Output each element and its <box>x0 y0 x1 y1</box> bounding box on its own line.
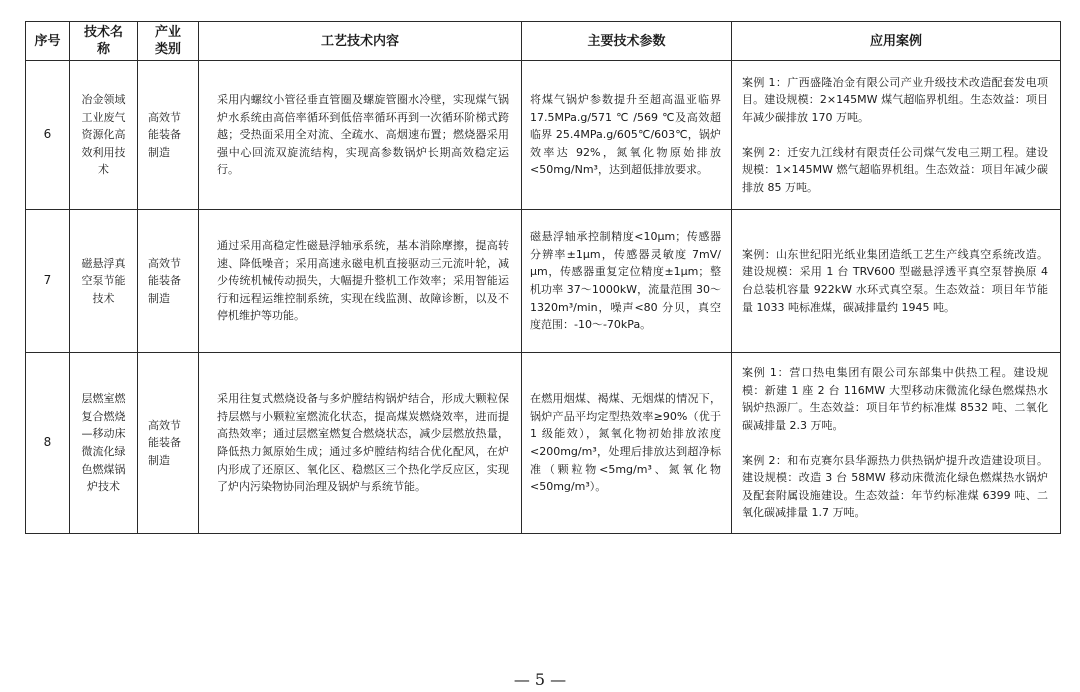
table-row <box>26 210 1061 353</box>
header-cases: 应用案例 <box>732 22 1061 61</box>
technology-table <box>25 21 1061 534</box>
header-content: 工艺技术内容 <box>199 22 522 61</box>
row-cases <box>732 61 1061 210</box>
case-1: 案例 1：营口热电集团有限公司东部集中供热工程。建设规模：新建 1 座 2 台 116MW 大型移动床微流化绿色燃煤热水锅炉热源厂。生态效益：项目年节约标准煤 8532 吨、二氧化碳减排量 2.3 万吨。 <box>742 366 1048 432</box>
case-1: 案例 1：广西盛隆冶金有限公司产业升级技术改造配套发电项目。建设规模：2×145MW 煤气超临界机组。生态效益：项目年减少碳排放 170 万吨。 <box>742 75 1048 124</box>
case-2: 案例 2：迁安九江线材有限责任公司煤气发电三期工程。建设规模：1×145MW 燃气超临界机组。生态效益：项目年减少碳排放 85 万吨。 <box>742 145 1048 194</box>
row-tech-name: 磁悬浮真空泵节能技术 <box>70 210 138 353</box>
case-1: 案例：山东世纪阳光纸业集团造纸工艺生产线真空系统改造。建设规模：采用 1 台 TRV600 型磁悬浮透平真空泵替换原 4 台总装机容量 922kW 水环式真空泵。生态效益：项目年节能量 1033 吨标准煤，碳减排量约 1945 吨。 <box>742 247 1048 314</box>
header-category-text: 产业类别 <box>154 25 181 57</box>
table-row <box>26 353 1061 534</box>
header-name-text: 技术名称 <box>83 25 123 57</box>
row-process-content: 采用往复式燃烧设备与多炉膛结构锅炉结合，形成大颗粒保持层燃与小颗粒室燃流化状态，提高煤炭燃烧效率，进而提高热效率；通过层燃室燃复合燃烧状态，减少层燃放热量，降低热力氮原始生成；通过多炉膛结构结合优化配风，在炉内形成了还原区、氧化区、稳燃区三个热化学反应区，实现了炉内污染物协同治理及锅炉与系统节能。 <box>199 353 522 534</box>
header-params: 主要技术参数 <box>522 22 732 61</box>
row-no: 8 <box>26 353 70 534</box>
row-tech-params: 在燃用烟煤、褐煤、无烟煤的情况下，锅炉产品平均定型热效率≥90%（优于 1 级能效），氮氧化物初始排放浓度<200mg/m³，处理后排放达到超净标准（颗粒物<5mg/m³、氮氧化物<50mg/m³）。 <box>522 353 732 534</box>
header-category <box>138 22 199 61</box>
row-tech-name: 层燃室燃复合燃烧—移动床微流化绿色燃煤锅炉技术 <box>70 353 138 534</box>
row-category: 高效节能装备制造 <box>138 61 199 210</box>
table-body <box>26 61 1061 534</box>
header-no: 序号 <box>26 22 70 61</box>
row-process-content: 采用内螺纹小管径垂直管圈及螺旋管圈水冷壁，实现煤气锅炉水系统由高倍率循环到低倍率循环再到一次循环阶梯式跨越；受热面采用全对流、全疏水、高烟速布置；燃烧器采用强中心回流双旋流结构，实现高参数锅炉长期高效稳定运行。 <box>199 61 522 210</box>
row-category: 高效节能装备制造 <box>138 210 199 353</box>
case-2: 案例 2：和布克赛尔县华源热力供热锅炉提升改造建设项目。建设规模：改造 3 台 58MW 移动床微流化绿色燃煤热水锅炉及配套附属设施建设。生态效益：年节约标准煤 6399 吨、二氧化碳减排量 1.7 万吨。 <box>742 453 1048 520</box>
header-row <box>26 22 1061 61</box>
case-spacer <box>742 127 1048 144</box>
table-header <box>26 22 1061 61</box>
row-tech-name: 冶金领域工业废气资源化高效利用技术 <box>70 61 138 210</box>
row-no: 7 <box>26 210 70 353</box>
row-tech-params: 将煤气锅炉参数提升至超高温亚临界 17.5MPa.g/571 ℃ /569 ℃及高效超临界 25.4MPa.g/605℃/603℃，锅炉效率达 92%，氮氧化物原始排放<50mg/Nm³，达到超低排放要求。 <box>522 61 732 210</box>
row-no: 6 <box>26 61 70 210</box>
row-process-content: 通过采用高稳定性磁悬浮轴承系统，基本消除摩擦，提高转速、降低噪音；采用高速永磁电机直接驱动三元流叶轮，减少传统机械传动损失，大幅提升整机工作效率；采用智能运行和远程运维控制系统，实现在线监测、故障诊断，以及不停机维护等功能。 <box>199 210 522 353</box>
table-row <box>26 61 1061 210</box>
row-category: 高效节能装备制造 <box>138 353 199 534</box>
row-cases <box>732 353 1061 534</box>
page-number: — 5 — <box>513 670 567 689</box>
header-name <box>70 22 138 61</box>
case-spacer <box>742 435 1048 452</box>
row-cases <box>732 210 1061 353</box>
row-tech-params: 磁悬浮轴承控制精度<10μm；传感器分辨率±1μm，传感器灵敏度 7mV/μm，传感器重复定位精度±1μm；整机功率 37～1000kW，流量范围 30～1320m³/min，噪声<80 分贝，真空度范围：-10～-70kPa。 <box>522 210 732 353</box>
